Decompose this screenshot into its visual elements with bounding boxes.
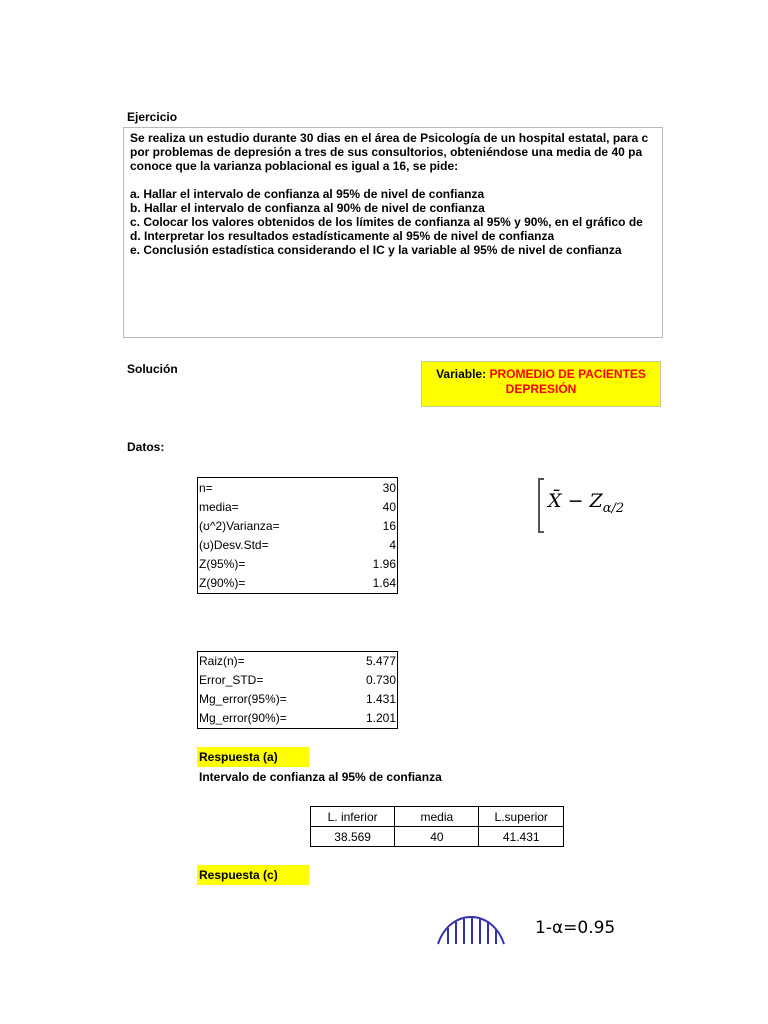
problem-line: conoce que la varianza poblacional es igual a 16, se pide:	[130, 159, 459, 173]
table-row	[311, 807, 564, 827]
calc-label-cell: Mg_error(90%)=	[199, 710, 287, 725]
problem-line: e. Conclusión estadística considerando el IC y la variable al 95% de nivel de confianza	[130, 243, 622, 257]
calc-value-cell: 5.477	[365, 653, 396, 668]
datos-value-cell: 16	[382, 518, 396, 533]
ic-header-cell: media	[395, 807, 479, 827]
datos-value-cell: 1.64	[372, 575, 396, 590]
formula-subscript: α/2	[602, 500, 625, 516]
problem-line-blank	[130, 173, 662, 187]
table-row	[197, 516, 398, 535]
table-row	[197, 670, 398, 689]
table-row	[197, 478, 398, 497]
problem-line: Se realiza un estudio durante 30 dias en el área de Psicología de un hospital estatal, para c	[130, 131, 649, 145]
intervalo-95-label: Intervalo de confianza al 95% de confianza	[199, 770, 442, 784]
datos-label-cell: Z(90%)=	[199, 575, 246, 590]
calc-table	[197, 651, 398, 727]
table-row	[197, 573, 398, 592]
calc-label-cell: Raiz(n)=	[199, 653, 245, 668]
problem-line: d. Interpretar los resultados estadísticamente al 95% de nivel de confianza	[130, 229, 555, 243]
ejercicio-label: Ejercicio	[127, 110, 178, 124]
ic-header-cell: L.superior	[479, 807, 564, 827]
ic-table	[310, 806, 564, 847]
table-row	[197, 535, 398, 554]
calc-value-cell: 0.730	[365, 672, 396, 687]
datos-value-cell: 30	[382, 480, 396, 495]
table-row	[311, 827, 564, 847]
datos-value-cell: 4	[389, 537, 396, 552]
datos-label: Datos:	[127, 440, 165, 454]
datos-label-cell: n=	[199, 480, 213, 495]
formula-main: X̄ − Z	[548, 490, 603, 512]
datos-value-cell: 40	[382, 499, 396, 514]
datos-value-cell: 1.96	[372, 556, 396, 571]
ic-value-cell: 38.569	[311, 827, 395, 847]
table-row	[197, 554, 398, 573]
ci-formula	[548, 490, 624, 516]
table-row	[197, 708, 398, 727]
problem-statement-box	[123, 127, 663, 338]
respuesta-c-label: Respuesta (c)	[197, 865, 309, 885]
datos-label-cell: Z(95%)=	[199, 556, 246, 571]
respuesta-a-label: Respuesta (a)	[197, 747, 309, 767]
ic-value-cell: 41.431	[479, 827, 564, 847]
variable-box	[421, 361, 661, 407]
variable-value: PROMEDIO DE PACIENTES	[489, 367, 646, 381]
table-row	[197, 651, 398, 670]
problem-line: a. Hallar el intervalo de confianza al 95% de nivel de confianza	[130, 187, 485, 201]
solucion-label: Solución	[127, 362, 178, 376]
datos-table	[197, 478, 398, 592]
problem-line: b. Hallar el intervalo de confianza al 90% de nivel de confianza	[130, 201, 485, 215]
calc-value-cell: 1.431	[365, 691, 396, 706]
calc-value-cell: 1.201	[365, 710, 396, 725]
ic-header-cell: L. inferior	[311, 807, 395, 827]
problem-line: c. Colocar los valores obtenidos de los límites de confianza al 95% y 90%, en el gráfico de	[130, 215, 643, 229]
problem-line: por problemas de depresión a tres de sus consultorios, obteniéndose una media de 40 pa	[130, 145, 643, 159]
datos-label-cell: (ʊ)Desv.Std=	[199, 537, 269, 552]
table-row	[197, 497, 398, 516]
calc-label-cell: Mg_error(95%)=	[199, 691, 287, 706]
datos-label-cell: (ʊ^2)Varianza=	[199, 518, 280, 533]
ic-value-cell: 40	[395, 827, 479, 847]
formula-bracket	[538, 478, 544, 533]
variable-value-line2: DEPRESIÓN	[505, 382, 577, 396]
confidence-level-label: 1-α=0.95	[535, 918, 616, 938]
variable-key: Variable:	[436, 367, 487, 381]
table-row	[197, 689, 398, 708]
calc-label-cell: Error_STD=	[199, 672, 264, 687]
normal-curve-icon	[436, 914, 506, 946]
datos-label-cell: media=	[199, 499, 239, 514]
